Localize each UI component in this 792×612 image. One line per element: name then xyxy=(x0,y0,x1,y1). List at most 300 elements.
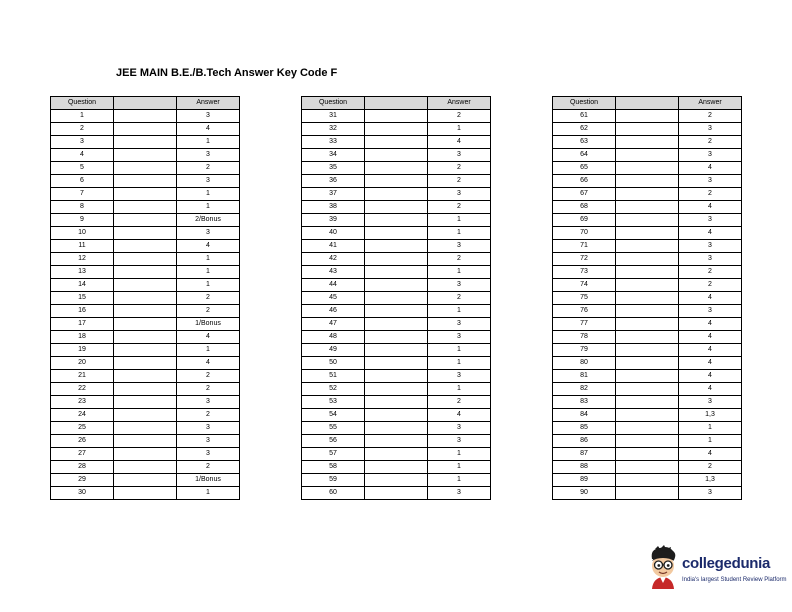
blank-cell xyxy=(365,240,428,253)
table-row xyxy=(553,292,742,305)
table-row xyxy=(553,370,742,383)
question-number-cell: 78 xyxy=(553,331,616,344)
blank-cell xyxy=(365,487,428,500)
question-number-cell: 46 xyxy=(302,305,365,318)
table-row xyxy=(51,253,240,266)
question-number-cell: 64 xyxy=(553,149,616,162)
blank-cell xyxy=(616,240,679,253)
question-number-cell: 51 xyxy=(302,370,365,383)
blank-cell xyxy=(616,123,679,136)
blank-cell xyxy=(616,162,679,175)
question-number-cell: 33 xyxy=(302,136,365,149)
blank-cell xyxy=(114,461,177,474)
blank-cell xyxy=(616,344,679,357)
table-row xyxy=(51,305,240,318)
table-row xyxy=(553,227,742,240)
blank-cell xyxy=(365,383,428,396)
table-row xyxy=(51,110,240,123)
answer-cell: 1 xyxy=(428,357,491,370)
table-row xyxy=(302,227,491,240)
blank-cell xyxy=(616,253,679,266)
answer-cell: 4 xyxy=(679,448,742,461)
answer-cell: 2 xyxy=(177,292,240,305)
answer-cell: 2 xyxy=(428,162,491,175)
table-row xyxy=(553,461,742,474)
answer-cell: 1 xyxy=(428,461,491,474)
table-row xyxy=(302,305,491,318)
table-row xyxy=(51,370,240,383)
blank-cell xyxy=(616,188,679,201)
blank-cell xyxy=(365,162,428,175)
blank-cell xyxy=(114,383,177,396)
table-row xyxy=(302,149,491,162)
answer-cell: 2 xyxy=(177,162,240,175)
question-number-cell: 63 xyxy=(553,136,616,149)
question-number-cell: 29 xyxy=(51,474,114,487)
answer-cell: 1 xyxy=(177,253,240,266)
answer-cell: 4 xyxy=(679,383,742,396)
question-number-cell: 40 xyxy=(302,227,365,240)
question-number-cell: 68 xyxy=(553,201,616,214)
blank-cell xyxy=(365,136,428,149)
answer-cell: 3 xyxy=(177,227,240,240)
question-number-cell: 1 xyxy=(51,110,114,123)
answer-key-table-3 xyxy=(552,96,742,500)
student-mascot-icon xyxy=(646,545,680,589)
blank-cell xyxy=(114,188,177,201)
brand-name: collegedunia xyxy=(682,555,771,572)
question-number-cell: 18 xyxy=(51,331,114,344)
question-number-cell: 90 xyxy=(553,487,616,500)
question-number-cell: 2 xyxy=(51,123,114,136)
blank-cell xyxy=(114,253,177,266)
answer-cell: 4 xyxy=(428,136,491,149)
answer-cell: 1 xyxy=(177,487,240,500)
table-row xyxy=(553,331,742,344)
answer-cell: 2 xyxy=(428,110,491,123)
blank-cell xyxy=(616,305,679,318)
table-row xyxy=(553,344,742,357)
blank-cell xyxy=(616,357,679,370)
question-number-cell: 14 xyxy=(51,279,114,292)
blank-cell xyxy=(365,461,428,474)
question-number-cell: 80 xyxy=(553,357,616,370)
answer-cell: 3 xyxy=(679,305,742,318)
question-number-cell: 44 xyxy=(302,279,365,292)
blank-cell xyxy=(365,474,428,487)
table-row xyxy=(553,318,742,331)
blank-cell xyxy=(114,357,177,370)
answer-cell: 4 xyxy=(679,331,742,344)
table-row xyxy=(51,279,240,292)
blank-cell xyxy=(365,448,428,461)
answer-cell: 3 xyxy=(679,253,742,266)
table-row xyxy=(302,162,491,175)
question-number-cell: 41 xyxy=(302,240,365,253)
table-row xyxy=(302,318,491,331)
answer-cell: 4 xyxy=(679,357,742,370)
answer-cell: 2 xyxy=(428,396,491,409)
table-header-row xyxy=(553,97,742,110)
answer-cell: 3 xyxy=(428,422,491,435)
blank-cell xyxy=(616,214,679,227)
blank-cell xyxy=(616,448,679,461)
table-row xyxy=(553,487,742,500)
answer-cell: 3 xyxy=(428,279,491,292)
blank-cell xyxy=(114,123,177,136)
question-number-cell: 35 xyxy=(302,162,365,175)
table-row xyxy=(553,266,742,279)
table-row xyxy=(51,175,240,188)
blank-cell xyxy=(365,175,428,188)
answer-cell: 4 xyxy=(679,318,742,331)
question-number-cell: 24 xyxy=(51,409,114,422)
table-row xyxy=(302,435,491,448)
blank-cell xyxy=(114,305,177,318)
question-number-cell: 49 xyxy=(302,344,365,357)
question-number-cell: 38 xyxy=(302,201,365,214)
blank-cell xyxy=(365,357,428,370)
table-row xyxy=(553,383,742,396)
blank-cell xyxy=(114,201,177,214)
blank-cell xyxy=(616,383,679,396)
answer-cell: 1 xyxy=(679,435,742,448)
table-row xyxy=(553,409,742,422)
question-number-cell: 3 xyxy=(51,136,114,149)
answer-cell: 2 xyxy=(679,110,742,123)
blank-cell xyxy=(114,409,177,422)
answer-cell: 1 xyxy=(177,201,240,214)
question-number-cell: 59 xyxy=(302,474,365,487)
blank-cell xyxy=(114,110,177,123)
answer-cell: 1 xyxy=(428,227,491,240)
table-row xyxy=(553,110,742,123)
blank-cell xyxy=(365,435,428,448)
blank-cell xyxy=(365,149,428,162)
blank-cell xyxy=(365,396,428,409)
answer-column-header: Answer xyxy=(679,97,742,110)
answer-cell: 4 xyxy=(177,331,240,344)
table-row xyxy=(302,357,491,370)
table-row xyxy=(51,357,240,370)
table-row xyxy=(51,188,240,201)
question-number-cell: 77 xyxy=(553,318,616,331)
question-number-cell: 22 xyxy=(51,383,114,396)
question-number-cell: 85 xyxy=(553,422,616,435)
blank-cell xyxy=(114,331,177,344)
table-row xyxy=(302,188,491,201)
blank-cell xyxy=(114,279,177,292)
table-row xyxy=(302,123,491,136)
question-column-header: Question xyxy=(302,97,365,110)
answer-cell: 3 xyxy=(428,370,491,383)
blank-cell xyxy=(365,292,428,305)
answer-cell: 2 xyxy=(177,461,240,474)
page-title: JEE MAIN B.E./B.Tech Answer Key Code F xyxy=(116,67,338,79)
blank-cell xyxy=(365,188,428,201)
answer-cell: 1 xyxy=(428,383,491,396)
answer-cell: 1 xyxy=(177,344,240,357)
blank-cell xyxy=(616,266,679,279)
answer-cell: 1,3 xyxy=(679,409,742,422)
answer-cell: 2 xyxy=(177,370,240,383)
blank-cell xyxy=(114,240,177,253)
table-row xyxy=(51,123,240,136)
question-number-cell: 4 xyxy=(51,149,114,162)
question-number-cell: 62 xyxy=(553,123,616,136)
answer-key-table-2 xyxy=(301,96,491,500)
table-row xyxy=(302,461,491,474)
table-row xyxy=(302,214,491,227)
answer-cell: 2 xyxy=(679,188,742,201)
question-number-cell: 83 xyxy=(553,396,616,409)
table-row xyxy=(51,266,240,279)
answer-cell: 2 xyxy=(177,305,240,318)
table-row xyxy=(51,461,240,474)
answer-cell: 4 xyxy=(177,357,240,370)
question-number-cell: 26 xyxy=(51,435,114,448)
table-row xyxy=(553,305,742,318)
table-row xyxy=(553,214,742,227)
table-row xyxy=(553,162,742,175)
blank-cell xyxy=(114,474,177,487)
answer-cell: 2 xyxy=(177,409,240,422)
table-row xyxy=(51,344,240,357)
blank-cell xyxy=(114,487,177,500)
table-row xyxy=(51,214,240,227)
table-row xyxy=(51,487,240,500)
blank-cell xyxy=(365,123,428,136)
question-number-cell: 13 xyxy=(51,266,114,279)
answer-cell: 3 xyxy=(428,240,491,253)
question-number-cell: 28 xyxy=(51,461,114,474)
answer-cell: 1 xyxy=(428,123,491,136)
table-row xyxy=(302,110,491,123)
table-row xyxy=(553,396,742,409)
blank-cell xyxy=(365,110,428,123)
question-number-cell: 57 xyxy=(302,448,365,461)
question-number-cell: 45 xyxy=(302,292,365,305)
table-row xyxy=(51,474,240,487)
table-row xyxy=(302,448,491,461)
question-number-cell: 32 xyxy=(302,123,365,136)
table-row xyxy=(302,240,491,253)
question-number-cell: 37 xyxy=(302,188,365,201)
answer-cell: 1 xyxy=(428,474,491,487)
blank-cell xyxy=(114,149,177,162)
question-number-cell: 23 xyxy=(51,396,114,409)
question-number-cell: 55 xyxy=(302,422,365,435)
question-number-cell: 72 xyxy=(553,253,616,266)
table-row xyxy=(553,474,742,487)
table-row xyxy=(302,136,491,149)
question-number-cell: 69 xyxy=(553,214,616,227)
answer-cell: 4 xyxy=(679,370,742,383)
table-row xyxy=(51,227,240,240)
question-number-cell: 17 xyxy=(51,318,114,331)
question-number-cell: 36 xyxy=(302,175,365,188)
answer-cell: 2 xyxy=(679,266,742,279)
table-row xyxy=(51,448,240,461)
table-row xyxy=(553,279,742,292)
table-row xyxy=(302,370,491,383)
table-row xyxy=(553,149,742,162)
table-row xyxy=(51,396,240,409)
blank-cell xyxy=(365,422,428,435)
answer-cell: 1/Bonus xyxy=(177,474,240,487)
answer-cell: 3 xyxy=(177,435,240,448)
blank-cell xyxy=(616,292,679,305)
answer-cell: 3 xyxy=(177,149,240,162)
answer-cell: 4 xyxy=(177,240,240,253)
blank-cell xyxy=(114,227,177,240)
table-row xyxy=(51,383,240,396)
blank-cell xyxy=(616,461,679,474)
question-number-cell: 10 xyxy=(51,227,114,240)
answer-cell: 3 xyxy=(679,123,742,136)
table-row xyxy=(302,487,491,500)
table-row xyxy=(302,175,491,188)
table-header-row xyxy=(302,97,491,110)
table-row xyxy=(51,149,240,162)
question-number-cell: 73 xyxy=(553,266,616,279)
answer-cell: 3 xyxy=(428,331,491,344)
table-row xyxy=(553,175,742,188)
blank-cell xyxy=(114,448,177,461)
blank-cell xyxy=(616,110,679,123)
question-number-cell: 79 xyxy=(553,344,616,357)
table-row xyxy=(553,188,742,201)
question-number-cell: 76 xyxy=(553,305,616,318)
blank-cell xyxy=(365,253,428,266)
table-row xyxy=(553,422,742,435)
table-row xyxy=(51,136,240,149)
question-number-cell: 31 xyxy=(302,110,365,123)
table-row xyxy=(51,422,240,435)
brand-logo[interactable] xyxy=(646,545,786,595)
answer-cell: 1/Bonus xyxy=(177,318,240,331)
table-row xyxy=(302,383,491,396)
answer-cell: 4 xyxy=(679,292,742,305)
question-number-cell: 16 xyxy=(51,305,114,318)
blank-cell xyxy=(114,318,177,331)
question-number-cell: 70 xyxy=(553,227,616,240)
table-row xyxy=(51,435,240,448)
answer-cell: 2 xyxy=(679,461,742,474)
table-row xyxy=(51,240,240,253)
blank-cell xyxy=(365,344,428,357)
answer-cell: 1 xyxy=(177,136,240,149)
blank-cell xyxy=(616,474,679,487)
blank-column-header xyxy=(616,97,679,110)
table-header-row xyxy=(51,97,240,110)
blank-cell xyxy=(114,175,177,188)
blank-cell xyxy=(616,318,679,331)
answer-cell: 2/Bonus xyxy=(177,214,240,227)
blank-cell xyxy=(616,396,679,409)
answer-column-header: Answer xyxy=(177,97,240,110)
question-number-cell: 19 xyxy=(51,344,114,357)
answer-cell: 3 xyxy=(679,214,742,227)
question-number-cell: 39 xyxy=(302,214,365,227)
blank-cell xyxy=(365,305,428,318)
question-number-cell: 21 xyxy=(51,370,114,383)
blank-cell xyxy=(616,149,679,162)
blank-cell xyxy=(616,136,679,149)
blank-cell xyxy=(114,396,177,409)
answer-cell: 1 xyxy=(428,214,491,227)
blank-cell xyxy=(616,279,679,292)
answer-cell: 3 xyxy=(679,149,742,162)
question-number-cell: 65 xyxy=(553,162,616,175)
question-number-cell: 81 xyxy=(553,370,616,383)
table-row xyxy=(302,279,491,292)
table-row xyxy=(553,253,742,266)
blank-cell xyxy=(365,214,428,227)
question-number-cell: 11 xyxy=(51,240,114,253)
question-number-cell: 87 xyxy=(553,448,616,461)
answer-cell: 4 xyxy=(679,201,742,214)
table-row xyxy=(302,331,491,344)
blank-cell xyxy=(114,162,177,175)
blank-cell xyxy=(114,435,177,448)
blank-cell xyxy=(616,201,679,214)
answer-cell: 1 xyxy=(428,344,491,357)
table-row xyxy=(51,331,240,344)
answer-cell: 3 xyxy=(428,149,491,162)
question-number-cell: 50 xyxy=(302,357,365,370)
answer-cell: 2 xyxy=(679,136,742,149)
answer-cell: 3 xyxy=(679,175,742,188)
question-number-cell: 86 xyxy=(553,435,616,448)
question-column-header: Question xyxy=(553,97,616,110)
blank-cell xyxy=(114,136,177,149)
answer-key-table-1 xyxy=(50,96,240,500)
answer-cell: 3 xyxy=(679,240,742,253)
question-number-cell: 60 xyxy=(302,487,365,500)
answer-cell: 4 xyxy=(679,162,742,175)
table-row xyxy=(553,201,742,214)
question-number-cell: 25 xyxy=(51,422,114,435)
question-number-cell: 42 xyxy=(302,253,365,266)
question-number-cell: 30 xyxy=(51,487,114,500)
table-row xyxy=(51,409,240,422)
answer-cell: 4 xyxy=(679,344,742,357)
blank-cell xyxy=(365,227,428,240)
table-row xyxy=(553,448,742,461)
blank-cell xyxy=(616,422,679,435)
question-number-cell: 5 xyxy=(51,162,114,175)
answer-cell: 3 xyxy=(177,175,240,188)
answer-cell: 2 xyxy=(428,201,491,214)
table-row xyxy=(553,240,742,253)
question-number-cell: 74 xyxy=(553,279,616,292)
blank-cell xyxy=(365,331,428,344)
table-row xyxy=(302,292,491,305)
answer-cell: 3 xyxy=(679,487,742,500)
question-number-cell: 71 xyxy=(553,240,616,253)
answer-cell: 1 xyxy=(177,188,240,201)
answer-cell: 3 xyxy=(177,396,240,409)
blank-cell xyxy=(114,370,177,383)
table-row xyxy=(302,474,491,487)
answer-cell: 1,3 xyxy=(679,474,742,487)
table-row xyxy=(302,253,491,266)
answer-cell: 2 xyxy=(428,292,491,305)
blank-cell xyxy=(616,435,679,448)
answer-cell: 2 xyxy=(428,253,491,266)
question-number-cell: 58 xyxy=(302,461,365,474)
